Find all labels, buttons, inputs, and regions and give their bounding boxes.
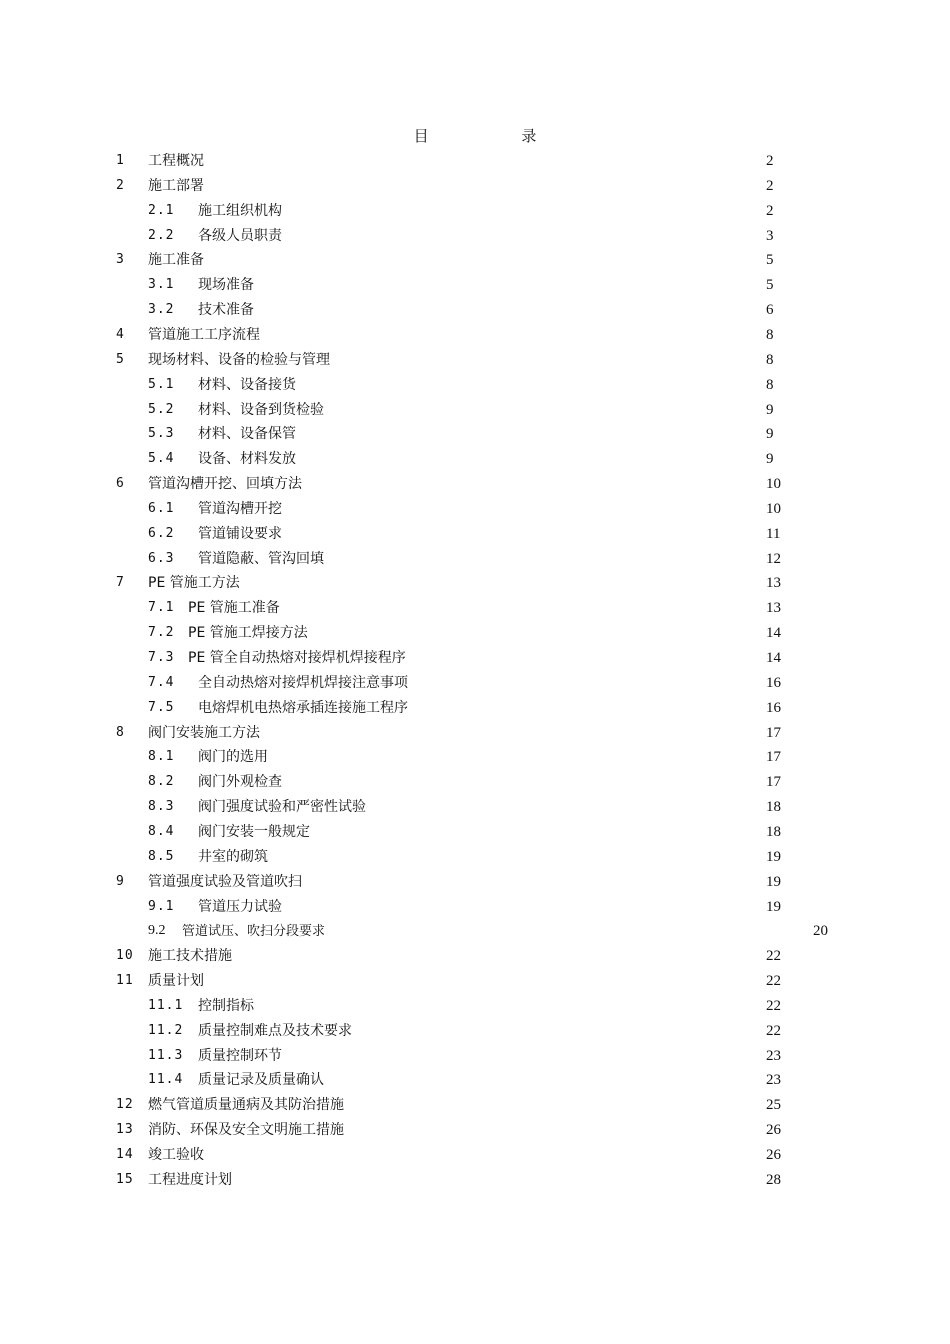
toc-entry-title: 施工组织机构 xyxy=(198,202,282,219)
toc-entry[interactable] xyxy=(0,921,950,946)
toc-entry[interactable] xyxy=(0,226,950,251)
toc-leader-dots xyxy=(409,673,750,687)
toc-entry[interactable] xyxy=(0,797,950,822)
toc-entry-page: 25 xyxy=(766,1097,781,1114)
toc-entry[interactable] xyxy=(0,1095,950,1120)
toc-entry-number: 2.2 xyxy=(148,227,175,243)
toc-entry-title: 阀门外观检查 xyxy=(198,774,282,791)
toc-entry-page: 13 xyxy=(766,600,781,617)
toc-leader-dots xyxy=(325,1070,750,1084)
toc-leader-dots xyxy=(297,424,750,438)
toc-entry[interactable] xyxy=(0,573,950,598)
toc-entry-line xyxy=(198,797,750,817)
toc-entry-number: 5 xyxy=(116,351,125,367)
toc-entry-page: 17 xyxy=(766,749,781,766)
toc-entry-title: 施工部署 xyxy=(148,177,204,194)
toc-entry-title: 设备、材料发放 xyxy=(198,451,296,468)
toc-leader-dots xyxy=(269,747,750,761)
toc-entry-number: 9.1 xyxy=(148,898,175,914)
toc-entry-line xyxy=(148,325,750,345)
toc-entry-page: 18 xyxy=(766,799,781,816)
toc-entry-number: 7 xyxy=(116,575,125,591)
toc-entry-title: 管道铺设要求 xyxy=(198,525,282,542)
toc-leader-dots xyxy=(205,176,750,190)
toc-leader-dots xyxy=(326,921,810,935)
toc-entry-number: 11.1 xyxy=(148,997,184,1013)
toc-entry-number: 1 xyxy=(116,153,125,168)
toc-entry-number: 8.5 xyxy=(148,848,175,864)
toc-leader-dots xyxy=(255,275,750,289)
toc-entry-title: 全自动热熔对接焊机焊接注意事项 xyxy=(198,674,408,691)
toc-entry-line xyxy=(198,226,750,246)
toc-entry-line xyxy=(198,772,750,792)
toc-entry-line xyxy=(198,300,750,320)
toc-leader-dots xyxy=(241,573,750,587)
toc-entry-number: 4 xyxy=(116,326,125,342)
toc-entry[interactable] xyxy=(0,1145,950,1170)
toc-entry-title: 阀门的选用 xyxy=(198,749,268,766)
toc-entry-line xyxy=(148,474,750,494)
toc-entry-title: PE 管施工准备 xyxy=(188,600,280,617)
toc-entry[interactable] xyxy=(0,201,950,226)
toc-entry-line xyxy=(148,723,750,743)
toc-entry-line xyxy=(198,449,750,469)
toc-entry-page: 2 xyxy=(766,153,774,169)
toc-entry-line xyxy=(148,573,750,593)
toc-entry-number: 5.4 xyxy=(148,451,175,467)
toc-entry-page: 6 xyxy=(766,302,774,319)
toc-entry-line xyxy=(198,275,750,295)
toc-entry[interactable] xyxy=(0,549,950,574)
toc-entry-line xyxy=(148,176,750,196)
toc-entry-number: 2 xyxy=(116,177,125,193)
toc-entry-page: 2 xyxy=(766,202,774,219)
toc-entry-line xyxy=(188,598,750,618)
toc-leader-dots xyxy=(409,698,750,712)
toc-entry-line xyxy=(198,1046,750,1066)
toc-entry[interactable] xyxy=(0,747,950,772)
toc-entry[interactable] xyxy=(0,598,950,623)
toc-entry-title: 施工准备 xyxy=(148,252,204,269)
toc-entry-line xyxy=(198,201,750,221)
toc-entry-title: 管道强度试验及管道吹扫 xyxy=(148,873,302,890)
toc-leader-dots xyxy=(269,847,750,861)
toc-entry-line xyxy=(198,499,750,519)
toc-leader-dots xyxy=(407,648,750,662)
toc-entry-number: 8 xyxy=(116,724,125,740)
toc-entry-title: 现场材料、设备的检验与管理 xyxy=(148,351,330,368)
toc-entry[interactable] xyxy=(0,847,950,872)
toc-entry-page: 28 xyxy=(766,1171,781,1188)
toc-leader-dots xyxy=(205,250,750,264)
toc-entry-page: 3 xyxy=(766,227,774,244)
toc-leader-dots xyxy=(205,971,750,985)
toc-leader-dots xyxy=(281,598,750,612)
toc-entry-title: 工程概况 xyxy=(148,153,204,169)
toc-leader-dots xyxy=(233,1170,750,1184)
toc-entry-title: 井室的砌筑 xyxy=(198,848,268,865)
toc-leader-dots xyxy=(255,300,750,314)
toc-entry-title: 材料、设备到货检验 xyxy=(198,401,324,418)
toc-entry[interactable] xyxy=(0,1021,950,1046)
toc-entry-number: 7.4 xyxy=(148,674,175,690)
toc-entry-title: 阀门安装施工方法 xyxy=(148,724,260,741)
toc-leader-dots xyxy=(345,1120,750,1134)
toc-entry[interactable] xyxy=(0,723,950,748)
toc-entry[interactable] xyxy=(0,698,950,723)
toc-entry-line xyxy=(198,424,750,444)
toc-entry[interactable] xyxy=(0,946,950,971)
toc-entry-page: 2 xyxy=(766,177,774,194)
toc-entry-number: 11.3 xyxy=(148,1047,184,1063)
toc-entry-page: 5 xyxy=(766,277,774,294)
toc-entry[interactable] xyxy=(0,1070,950,1095)
toc-entry-number: 3.2 xyxy=(148,302,175,318)
toc-entry-page: 23 xyxy=(766,1047,781,1064)
toc-entry-page: 22 xyxy=(766,973,781,990)
toc-leader-dots xyxy=(255,996,750,1010)
toc-leader-dots xyxy=(283,226,750,240)
toc-entry-page: 9 xyxy=(766,426,774,443)
toc-entry[interactable] xyxy=(0,449,950,474)
toc-entry-title: PE 管全自动热熔对接焊机焊接程序 xyxy=(188,650,406,666)
toc-entry[interactable] xyxy=(0,623,950,648)
toc-entry-number: 6.1 xyxy=(148,500,175,516)
toc-entry-line xyxy=(198,822,750,842)
toc-entry-title: 质量控制环节 xyxy=(198,1047,282,1064)
toc-entry-title: PE 管施工焊接方法 xyxy=(188,625,308,642)
toc-entry-title: 阀门安装一般规定 xyxy=(198,823,310,840)
toc-entry-page: 26 xyxy=(766,1122,781,1139)
toc-entry-number: 5.1 xyxy=(148,376,175,392)
toc-entry-title: 材料、设备接货 xyxy=(198,376,296,393)
toc-entry-number: 3 xyxy=(116,252,125,268)
toc-leader-dots xyxy=(283,772,750,786)
toc-entry-line xyxy=(198,673,750,693)
toc-entry-line xyxy=(148,971,750,991)
toc-entry-number: 8.1 xyxy=(148,749,175,765)
toc-entry-number: 6.2 xyxy=(148,525,175,541)
toc-entry-number: 10 xyxy=(116,948,134,964)
toc-entry[interactable] xyxy=(0,474,950,499)
toc-entry-line xyxy=(148,1170,750,1190)
toc-entry-title: 质量记录及质量确认 xyxy=(198,1072,324,1089)
toc-entry-page: 16 xyxy=(766,674,781,691)
toc-entry-line xyxy=(182,921,810,941)
toc-entry-line xyxy=(198,1070,750,1090)
toc-entry-line xyxy=(148,872,750,892)
toc-leader-dots xyxy=(283,201,750,215)
toc-entry[interactable] xyxy=(0,1170,950,1195)
toc-entry-line xyxy=(198,375,750,395)
toc-entry-page: 22 xyxy=(766,948,781,965)
toc-leader-dots xyxy=(325,549,750,563)
toc-entry-page: 8 xyxy=(766,351,774,368)
toc-entry[interactable] xyxy=(0,350,950,375)
toc-entry-page: 13 xyxy=(766,575,781,592)
toc-leader-dots xyxy=(205,151,750,165)
toc-entry-line xyxy=(198,1021,750,1041)
toc-entry-number: 8.3 xyxy=(148,799,175,815)
toc-entry[interactable] xyxy=(0,424,950,449)
toc-entry-title: 竣工验收 xyxy=(148,1147,204,1163)
toc-entry-page: 19 xyxy=(766,848,781,865)
toc-entry-number: 14 xyxy=(116,1147,134,1162)
toc-entry-title: 管道沟槽开挖、回填方法 xyxy=(148,476,302,493)
toc-entry[interactable] xyxy=(0,325,950,350)
toc-entry[interactable] xyxy=(0,872,950,897)
toc-entry[interactable] xyxy=(0,1046,950,1071)
toc-leader-dots xyxy=(283,897,750,911)
toc-entry-line xyxy=(198,847,750,867)
toc-entry-title: 质量控制难点及技术要求 xyxy=(198,1022,352,1039)
toc-entry[interactable] xyxy=(0,499,950,524)
toc-entry-title: 管道施工工序流程 xyxy=(148,326,260,343)
toc-entry[interactable] xyxy=(0,971,950,996)
toc-entry-line xyxy=(188,648,750,668)
toc-entry-page: 14 xyxy=(766,650,781,666)
toc-entry-page: 16 xyxy=(766,699,781,716)
toc-entry[interactable] xyxy=(0,996,950,1021)
toc-entry-line xyxy=(198,524,750,544)
toc-entry-title: 施工技术措施 xyxy=(148,948,232,965)
toc-entry[interactable] xyxy=(0,822,950,847)
toc-entry[interactable] xyxy=(0,275,950,300)
toc-entry-page: 10 xyxy=(766,500,781,517)
toc-entry-number: 11.4 xyxy=(148,1072,184,1088)
toc-entry-line xyxy=(198,400,750,420)
toc-entry-number: 11 xyxy=(116,973,134,989)
toc-entry-page: 14 xyxy=(766,625,781,642)
toc-entry-title: 电熔焊机电热熔承插连接施工程序 xyxy=(198,699,408,716)
toc-entry-line xyxy=(148,350,750,370)
toc-entry-page: 18 xyxy=(766,823,781,840)
toc-entry-line xyxy=(148,1145,750,1165)
toc-entry-number: 13 xyxy=(116,1122,134,1138)
toc-entry-page: 19 xyxy=(766,898,781,915)
toc-entry-title: 工程进度计划 xyxy=(148,1171,232,1188)
toc-entry-page: 9 xyxy=(766,401,774,418)
toc-entry-number: 3.1 xyxy=(148,277,175,293)
toc-entry[interactable] xyxy=(0,524,950,549)
toc-entry-number: 2.1 xyxy=(148,202,175,218)
toc-entry-page: 9 xyxy=(766,451,774,468)
toc-leader-dots xyxy=(303,872,750,886)
toc-leader-dots xyxy=(205,1145,750,1159)
toc-entry-line xyxy=(198,549,750,569)
toc-entry-page: 22 xyxy=(766,997,781,1014)
toc-entry-number: 9 xyxy=(116,873,125,889)
toc-entry-number: 5.2 xyxy=(148,401,175,417)
toc-entry-number: 11.2 xyxy=(148,1022,184,1038)
toc-entry-title: 技术准备 xyxy=(198,302,254,319)
toc-leader-dots xyxy=(345,1095,750,1109)
toc-leader-dots xyxy=(283,524,750,538)
toc-entry-title: 管道沟槽开挖 xyxy=(198,500,282,517)
toc-entry-number: 7.3 xyxy=(148,650,175,665)
toc-entry[interactable] xyxy=(0,772,950,797)
toc-entry-page: 8 xyxy=(766,326,774,343)
toc-leader-dots xyxy=(297,375,750,389)
toc-entry-title: 阀门强度试验和严密性试验 xyxy=(198,799,366,816)
toc-entry-title: 管道试压、吹扫分段要求 xyxy=(182,924,326,940)
toc-entry-page: 5 xyxy=(766,252,774,269)
toc-entry-number: 7.2 xyxy=(148,625,175,641)
toc-leader-dots xyxy=(311,822,750,836)
toc-entry-line xyxy=(148,250,750,270)
toc-entry-title: 消防、环保及安全文明施工措施 xyxy=(148,1122,344,1139)
toc-leader-dots xyxy=(233,946,750,960)
toc-leader-dots xyxy=(261,723,750,737)
toc-heading: 目 录 xyxy=(413,127,581,145)
toc-entry[interactable] xyxy=(0,176,950,201)
toc-entry-number: 5.3 xyxy=(148,426,175,442)
toc-entry[interactable] xyxy=(0,300,950,325)
toc-entry-page: 10 xyxy=(766,476,781,493)
toc-entry-number: 6.3 xyxy=(148,550,175,566)
toc-entry-line xyxy=(198,996,750,1016)
toc-entry-title: 控制指标 xyxy=(198,997,254,1014)
toc-leader-dots xyxy=(303,474,750,488)
toc-entry-number: 8.2 xyxy=(148,774,175,790)
toc-entry-number: 12 xyxy=(116,1097,134,1113)
toc-entry-line xyxy=(198,897,750,917)
toc-entry-title: PE 管施工方法 xyxy=(148,575,240,592)
toc-entry-line xyxy=(188,623,750,643)
toc-entry-page: 12 xyxy=(766,550,781,567)
toc-entry[interactable] xyxy=(0,897,950,922)
toc-entry[interactable] xyxy=(0,400,950,425)
toc-entry-page: 17 xyxy=(766,724,781,741)
toc-entry-title: 燃气管道质量通病及其防治措施 xyxy=(148,1097,344,1114)
toc-entry-page: 20 xyxy=(813,923,828,940)
toc-leader-dots xyxy=(283,1046,750,1060)
toc-leader-dots xyxy=(331,350,750,364)
toc-entry-number: 8.4 xyxy=(148,823,175,839)
toc-entry-page: 23 xyxy=(766,1072,781,1089)
toc-entry-number: 6 xyxy=(116,476,125,492)
toc-entry-page: 11 xyxy=(766,525,781,542)
toc-leader-dots xyxy=(283,499,750,513)
toc-entry-page: 22 xyxy=(766,1022,781,1039)
toc-leader-dots xyxy=(325,400,750,414)
toc-entry-title: 各级人员职责 xyxy=(198,227,282,244)
toc-entry[interactable] xyxy=(0,250,950,275)
toc-entry-number: 15 xyxy=(116,1171,134,1187)
toc-leader-dots xyxy=(261,325,750,339)
toc-entry-title: 材料、设备保管 xyxy=(198,426,296,443)
toc-entry-line xyxy=(148,946,750,966)
toc-entry-title: 管道压力试验 xyxy=(198,898,282,915)
toc-entry[interactable] xyxy=(0,375,950,400)
toc-entry-title: 质量计划 xyxy=(148,973,204,990)
toc-entry-page: 8 xyxy=(766,376,774,393)
toc-leader-dots xyxy=(367,797,750,811)
toc-leader-dots xyxy=(353,1021,750,1035)
toc-entry-page: 17 xyxy=(766,774,781,791)
toc-entry[interactable] xyxy=(0,151,950,176)
toc-entry[interactable] xyxy=(0,648,950,673)
toc-entry-line xyxy=(148,1120,750,1140)
toc-entry-title: 现场准备 xyxy=(198,277,254,294)
toc-entry-line xyxy=(198,747,750,767)
toc-entry-title: 管道隐蔽、管沟回填 xyxy=(198,550,324,567)
toc-entry[interactable] xyxy=(0,673,950,698)
toc-entry-page: 26 xyxy=(766,1147,781,1163)
toc-leader-dots xyxy=(297,449,750,463)
toc-entry-page: 19 xyxy=(766,873,781,890)
toc-entry-number: 9.2 xyxy=(148,923,166,939)
toc-entry-number: 7.5 xyxy=(148,699,175,715)
toc-entry-line xyxy=(198,698,750,718)
toc-entry[interactable] xyxy=(0,1120,950,1145)
toc-entry-line xyxy=(148,151,750,171)
toc-leader-dots xyxy=(309,623,750,637)
toc-entry-line xyxy=(148,1095,750,1115)
toc-entry-number: 7.1 xyxy=(148,600,175,616)
